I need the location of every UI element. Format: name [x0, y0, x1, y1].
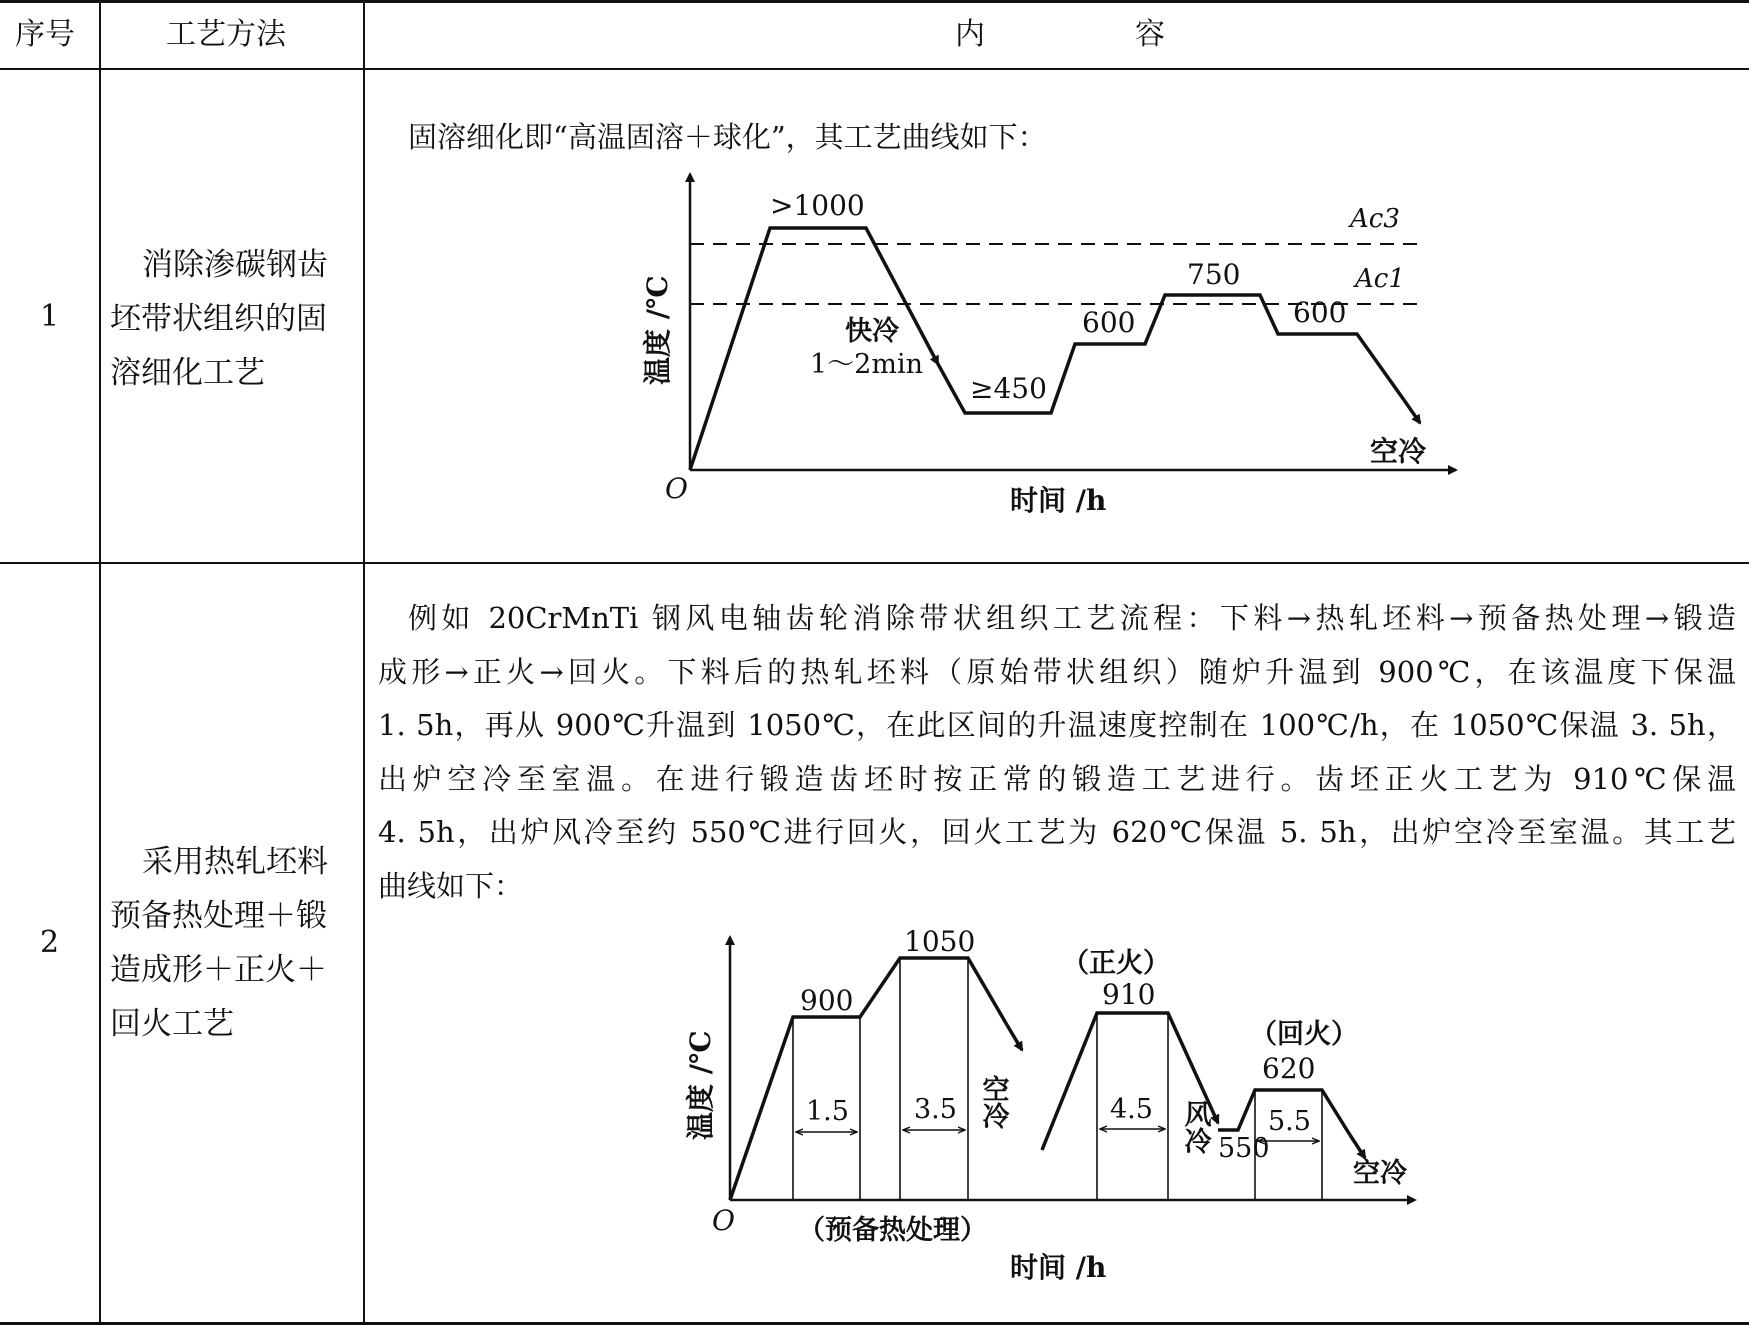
table-top-border — [0, 0, 1749, 3]
d2-prep-curve — [730, 958, 1007, 1200]
row2-paragraph — [378, 592, 1736, 913]
row-divider — [0, 562, 1749, 564]
row2-index: 2 — [40, 925, 60, 960]
row2-paragraph-line: 4. 5h，出炉风冷至约 550℃进行回火，回火工艺为 620℃保温 5. 5h，出炉空冷至室温。其工艺 — [378, 815, 1736, 849]
d2-label-4-5: 4.5 — [1110, 1094, 1153, 1125]
d1-label-air-cool: 空冷 — [1370, 435, 1427, 468]
row1-method-line: 溶细化工艺 — [110, 355, 265, 391]
d2-label-1050: 1050 — [904, 925, 976, 958]
header-index: 序号 — [15, 17, 75, 52]
d2-label-1-5: 1.5 — [806, 1096, 849, 1127]
header-method: 工艺方法 — [166, 17, 286, 52]
row1-method-line: 坯带状组织的固 — [110, 301, 327, 337]
table-bottom-border — [0, 1322, 1749, 1325]
d2-label-900: 900 — [800, 984, 854, 1017]
col-divider-2 — [363, 0, 365, 1325]
d1-label-1000: >1000 — [770, 189, 865, 222]
d2-label-normalize: （正火） — [1062, 948, 1170, 979]
d2-air-cool-arrow-2 — [1350, 1135, 1365, 1158]
d1-label-600a: 600 — [1082, 306, 1136, 339]
d1-label-750: 750 — [1187, 258, 1241, 291]
d1-label-ac1: Ac1 — [1355, 264, 1405, 294]
row2-method-line: 采用热轧坯料 — [142, 844, 328, 880]
header-divider — [0, 68, 1749, 70]
header-content: 内 容 — [955, 17, 1165, 52]
d1-ylabel: 温度 /℃ — [641, 275, 674, 385]
d2-air-cool-arrow-1 — [1007, 1025, 1022, 1050]
d2-origin: O — [712, 1204, 735, 1237]
row1-intro: 固溶细化即“高温固溶＋球化”，其工艺曲线如下： — [408, 120, 1047, 154]
row2-paragraph-line: 出炉空冷至室温。在进行锻造齿坯时按正常的锻造工艺进行。齿坯正火工艺为 910℃保温 — [378, 761, 1736, 796]
diagram1 — [620, 160, 1427, 520]
d1-air-cool-arrow — [1404, 400, 1420, 423]
d1-label-quick-cool: 快冷 — [845, 316, 899, 347]
d1-origin: O — [665, 472, 688, 505]
d2-label-3-5: 3.5 — [914, 1094, 957, 1125]
d1-label-quick-time: 1～2min — [810, 349, 923, 380]
d1-label-ac3: Ac3 — [1350, 204, 1400, 234]
row2-method-line: 预备热处理＋锻 — [110, 898, 327, 934]
row1-method — [110, 238, 360, 400]
row1-index: 1 — [40, 299, 60, 334]
d1-label-450: ≥450 — [970, 372, 1047, 405]
row1-method-line: 消除渗碳钢齿 — [142, 247, 328, 283]
d2-label-temper: （回火） — [1250, 1019, 1358, 1050]
d2-label-5-5: 5.5 — [1268, 1106, 1311, 1137]
d1-xlabel: 时间 /h — [1010, 484, 1107, 517]
row2-method-line: 回火工艺 — [110, 1006, 234, 1042]
col-divider-1 — [99, 0, 101, 1325]
row2-paragraph-line: 曲线如下： — [378, 868, 524, 903]
diagram2 — [650, 925, 1430, 1285]
d2-ylabel: 温度 /℃ — [684, 1030, 717, 1140]
row2-method — [110, 835, 360, 1051]
d2-label-wind-cool: 风冷 — [1179, 1100, 1211, 1154]
d2-label-air-cool-2: 空冷 — [1353, 1158, 1407, 1189]
row2-paragraph-line: 成形→正火→回火。下料后的热轧坯料（原始带状组织）随炉升温到 900℃，在该温度下保温 — [378, 654, 1736, 689]
d2-label-550: 550 — [1218, 1133, 1270, 1164]
d2-label-620: 620 — [1262, 1052, 1316, 1085]
d2-xlabel: 时间 /h — [1010, 1251, 1107, 1284]
row2-method-line: 造成形＋正火＋ — [110, 952, 327, 988]
d2-label-air-cool-1: 空冷 — [977, 1075, 1009, 1129]
d1-label-600b: 600 — [1293, 296, 1347, 329]
row2-paragraph-line: 例如 20CrMnTi 钢风电轴齿轮消除带状组织工艺流程：下料→热轧坯料→预备热处理→锻造 — [408, 601, 1736, 635]
d2-label-910: 910 — [1102, 978, 1156, 1011]
row2-paragraph-line: 1. 5h，再从 900℃升温到 1050℃，在此区间的升温速度控制在 100℃/h，在 1050℃保温 3. 5h， — [378, 708, 1736, 742]
d2-label-prep: （预备热处理） — [798, 1215, 987, 1246]
